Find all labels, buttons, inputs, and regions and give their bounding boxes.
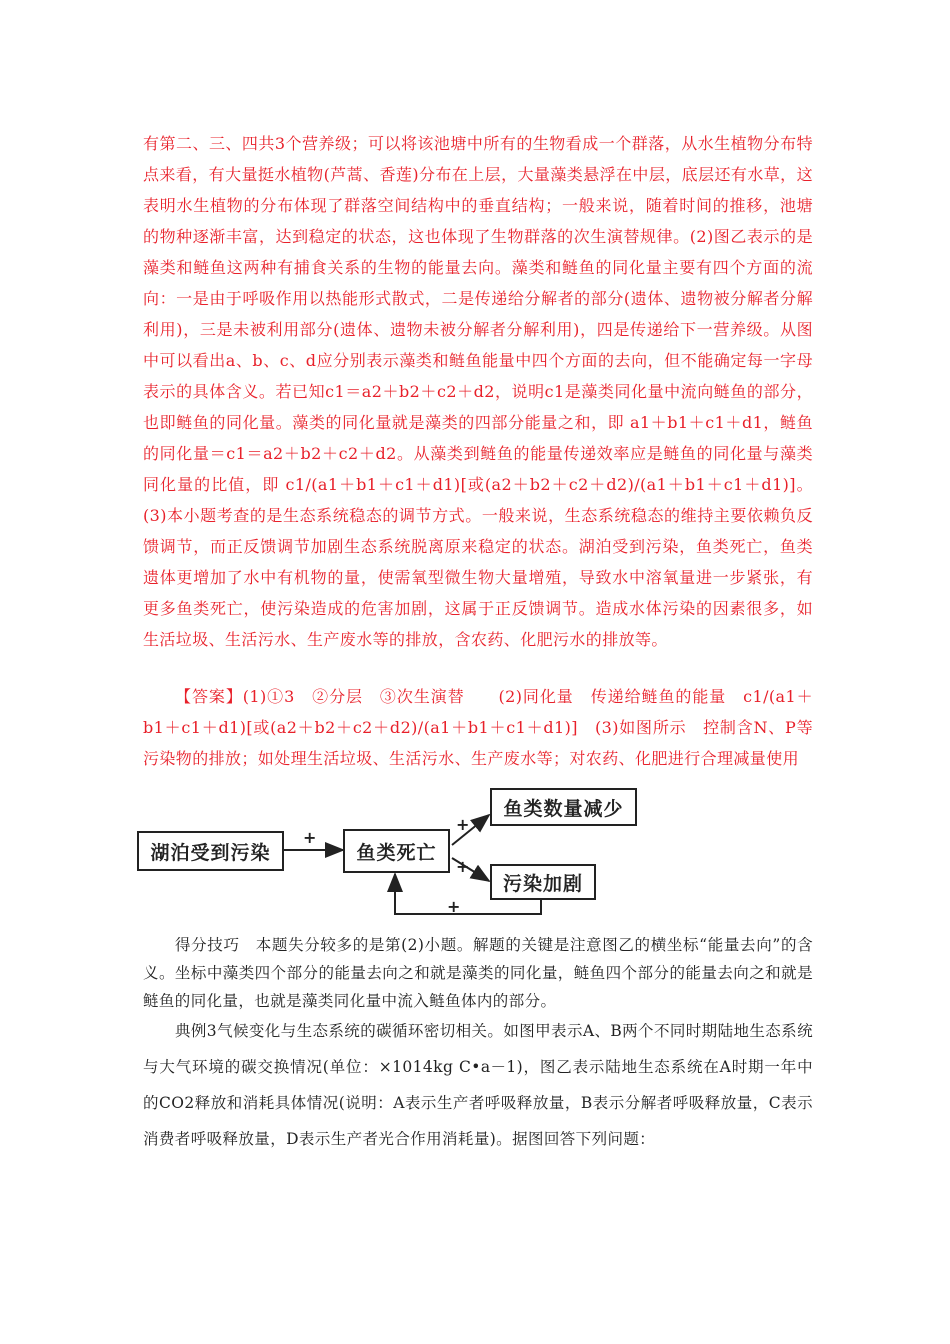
- box-pollution-worse: 污染加剧: [490, 864, 596, 900]
- scoring-tip-paragraph: 得分技巧 本题失分较多的是第(2)小题。解题的关键是注意图乙的横坐标“能量去向”的含义。坐标中藻类四个部分的能量去向之和就是藻类的同化量，鲢鱼四个部分的能量去向之和就是鲢鱼的同化量，也就是藻类同化量中流入鲢鱼体内的部分。: [143, 936, 813, 1010]
- box-fish-decrease: 鱼类数量减少: [490, 788, 637, 826]
- plus-sign-2: +: [456, 815, 470, 834]
- box-lake-polluted: 湖泊受到污染: [137, 831, 284, 871]
- box-fish-death: 鱼类死亡: [343, 829, 450, 873]
- plus-sign-4: +: [447, 897, 461, 916]
- example-3-paragraph: 典例3气候变化与生态系统的碳循环密切相关。如图甲表示A、B两个不同时期陆地生态系统与大气环境的碳交换情况(单位：×1014kg C•a－1)，图乙表示陆地生态系统在A时期一年中的CO2释放和消耗具体情况(说明：A表示生产者呼吸释放量，B表示分解者呼吸释放量，C表示消费者呼吸释放量，D表示生产者光合作用消耗量)。据图回答下列问题：: [143, 1022, 813, 1148]
- answer-paragraph: 【答案】(1)①3 ②分层 ③次生演替 (2)同化量 传递给鲢鱼的能量 c1/(a1＋b1＋c1＋d1)[或(a2＋b2＋c2＋d2)/(a1＋b1＋c1＋d1)] (3)如图所示 控制含N、P等污染物的排放；如处理生活垃圾、生活污水、生产废水等；对农药、化肥进行合理减量使用: [143, 687, 813, 768]
- analysis-paragraph: 有第二、三、四共3个营养级；可以将该池塘中所有的生物看成一个群落，从水生植物分布特点来看，有大量挺水植物(芦蒿、香莲)分布在上层，大量藻类悬浮在中层，底层还有水草，这表明水生植物的分布体现了群落空间结构中的垂直结构；一般来说，随着时间的推移，池塘的物种逐渐丰富，达到稳定的状态，这也体现了生物群落的次生演替规律。(2)图乙表示的是藻类和鲢鱼这两种有捕食关系的生物的能量去向。藻类和鲢鱼的同化量主要有四个方面的流向：一是由于呼吸作用以热能形式散式，二是传递给分解者的部分(遗体、遗物被分解者分解利用)，三是未被利用部分(遗体、遗物未被分解者分解利用)，四是传递给下一营养级。从图中可以看出a、b、c、d应分别表示藻类和鲢鱼能量中四个方面的去向，但不能确定每一字母表示的具体含义。若已知c1＝a2＋b2＋c2＋d2，说明c1是藻类同化量中流向鲢鱼的部分，也即鲢鱼的同化量。藻类的同化量就是藻类的四部分能量之和，即 a1＋b1＋c1＋d1，鲢鱼的同化量＝c1＝a2＋b2＋c2＋d2。从藻类到鲢鱼的能量传递效率应是鲢鱼的同化量与藻类同化量的比值，即 c1/(a1＋b1＋c1＋d1)[或(a2＋b2＋c2＋d2)/(a1＋b1＋c1＋d1)]。(3)本小题考查的是生态系统稳态的调节方式。一般来说，生态系统稳态的维持主要依赖负反馈调节，而正反馈调节加剧生态系统脱离原来稳定的状态。湖泊受到污染，鱼类死亡，鱼类遗体更增加了水中有机物的量，使需氧型微生物大量增殖，导致水中溶氧量进一步紧张，有更多鱼类死亡，使污染造成的危害加剧，这属于正反馈调节。造成水体污染的因素很多，如生活垃圾、生活污水、生产废水等的排放，含农药、化肥污水的排放等。: [143, 134, 813, 649]
- plus-sign-1: +: [303, 828, 317, 847]
- plus-sign-3: +: [456, 857, 470, 876]
